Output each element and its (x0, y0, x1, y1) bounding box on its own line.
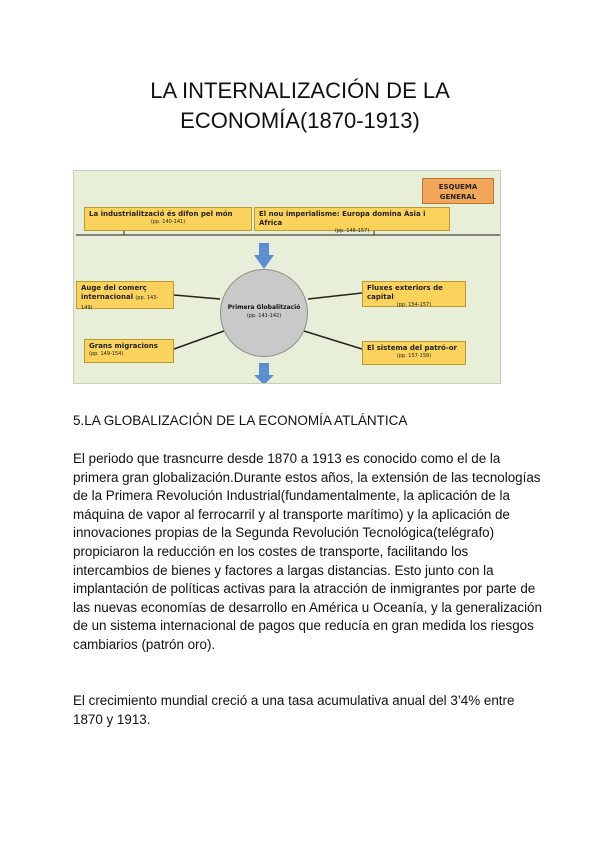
section-title: 5.LA GLOBALIZACIÓN DE LA ECONOMÍA ATLÁNTICA (73, 413, 408, 428)
center-circle-pages: (pp. 141-142) (246, 313, 282, 319)
globalization-diagram (73, 170, 501, 384)
paragraph-1: El periodo que trasncurre desde 1870 a 1913 es conocido como el de la primera gran globalización.Durante estos años, la extensión de las tecnologías de la Primera Revolución Industrial(fundamentalmente, la aplicación de la máquina de vapor al ferrocarril y al transporte marítimo) y la aplicación de innovaciones propias de la Segunda Revolución Tecnológica(telégrafo) propiciaron la reducción en los costes de transporte, facilitando los intercambios de bienes y factores a largas distancias. Esto junto con la implantación de políticas activas para la atracción de inmigrantes por parte de las nuevas economías de desarrollo en América u Oceanía, y la generalización de un sistema internacional de pagos que reducía en gran medida los riesgos cambiarios (patrón oro). (73, 451, 542, 652)
schema-label-line-2: GENERAL (439, 193, 477, 201)
spoke-capital (308, 293, 362, 299)
schema-label (422, 178, 494, 204)
box-industrialitzacio (84, 207, 252, 231)
box-imperialisme-pages: (pp. 146-157) (334, 228, 370, 234)
box-comerc-pages: (pp. 143-149) (81, 295, 159, 311)
box-capital-label: Fluxes exteriors de capital (367, 284, 443, 301)
arrow-down-top-icon (254, 243, 274, 269)
box-migracions-pages: (pp. 149-154) (89, 351, 124, 357)
box-migracions (84, 339, 174, 363)
box-imperialisme (254, 207, 450, 234)
box-patro-or-label: El sistema del patró-or (367, 344, 458, 352)
spoke-comerc (174, 295, 220, 299)
title-line-2: ECONOMÍA(1870-1913) (180, 108, 420, 133)
paragraph-2: El crecimiento mundial creció a una tasa acumulativa anual del 3’4% entre 1870 y 1913. (73, 693, 515, 727)
schema-label-line-1: ESQUEMA (438, 183, 478, 191)
center-circle (220, 269, 308, 357)
box-comerc (76, 281, 174, 309)
title-line-1: LA INTERNALIZACIÓN DE LA (150, 78, 450, 103)
box-imperialisme-label: El nou imperialisme: Europa domina Àsia i Àfrica (259, 210, 426, 227)
arrow-down-bottom-icon (254, 363, 274, 384)
box-capital (362, 281, 466, 307)
spoke-migracions (174, 331, 224, 349)
box-migracions-label: Grans migracions (89, 342, 158, 350)
spoke-patro-or (304, 331, 362, 349)
box-patro-or (362, 341, 466, 365)
box-comerc-label: Auge del comerç internacional (81, 284, 147, 301)
box-capital-pages: (pp. 154-157) (396, 302, 432, 308)
box-industrialitzacio-label: La industrialització és difon pel món (89, 210, 233, 218)
page-title (60, 76, 540, 136)
box-industrialitzacio-pages: (pp. 140-141) (150, 219, 186, 225)
box-patro-or-pages: (pp. 157-158) (396, 353, 432, 359)
center-circle-label: Primera Globalització (227, 304, 301, 311)
